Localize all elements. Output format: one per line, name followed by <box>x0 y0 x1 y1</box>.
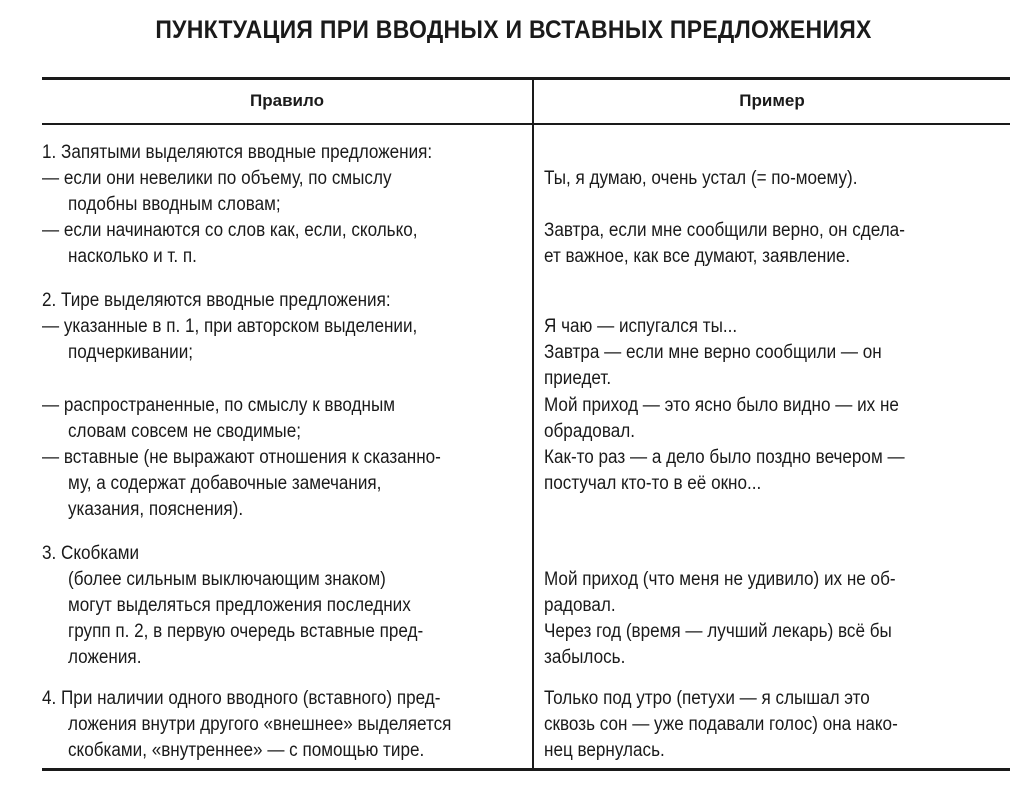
column-header-example: Пример <box>739 91 805 110</box>
rule-line: групп п. 2, в первую очередь вставные пред- <box>68 621 424 642</box>
rule-line: 3. Скобками <box>42 543 140 564</box>
rule-line: — если начинаются со слов как, если, сколько, <box>42 220 418 241</box>
example-line: Только под утро (петухи — я слышал это <box>544 688 870 709</box>
rule-line: могут выделяться предложения последних <box>68 595 411 616</box>
table-bottom-rule <box>42 768 1010 771</box>
example-line: Мой приход (что меня не удивило) их не об- <box>544 569 896 590</box>
example-line: приедет. <box>544 368 612 389</box>
rule-line: — если они невелики по объему, по смыслу <box>42 168 392 189</box>
rule-line: 2. Тире выделяются вводные предложения: <box>42 290 391 311</box>
column-header-rule: Правило <box>250 91 324 110</box>
rule-line: — вставные (не выражают отношения к сказанно- <box>42 447 441 468</box>
header-rule <box>42 123 1010 125</box>
example-line: Ты, я думаю, очень устал (= по-моему). <box>544 168 858 189</box>
rule-line: подчеркивании; <box>68 342 194 363</box>
rule-line: 1. Запятыми выделяются вводные предложения: <box>42 142 433 163</box>
example-line: Через год (время — лучший лекарь) всё бы <box>544 621 892 642</box>
example-line: Как-то раз — а дело было поздно вечером — <box>544 447 905 468</box>
example-line: Завтра, если мне сообщили верно, он сдела- <box>544 220 905 241</box>
example-line: сквозь сон — уже подавали голос) она нако- <box>544 714 898 735</box>
rule-line: подобны вводным словам; <box>68 194 281 215</box>
rule-line: — распространенные, по смыслу к вводным <box>42 395 396 416</box>
rule-line: ложения внутри другого «внешнее» выделяется <box>68 714 452 735</box>
example-line: забылось. <box>544 647 626 668</box>
example-line: нец вернулась. <box>544 740 665 761</box>
example-line: обрадовал. <box>544 421 635 442</box>
rule-line: 4. При наличии одного вводного (вставного) пред- <box>42 688 441 709</box>
example-line: ет важное, как все думают, заявление. <box>544 246 851 267</box>
rule-line: — указанные в п. 1, при авторском выделении, <box>42 316 418 337</box>
rule-line: указания, пояснения). <box>68 499 244 520</box>
rule-line: словам совсем не сводимые; <box>68 421 301 442</box>
rule-line: му, а содержат добавочные замечания, <box>68 473 382 494</box>
page-title: ПУНКТУАЦИЯ ПРИ ВВОДНЫХ И ВСТАВНЫХ ПРЕДЛОЖЕНИЯХ <box>155 16 872 44</box>
example-line: радовал. <box>544 595 616 616</box>
rule-line: насколько и т. п. <box>68 246 197 267</box>
example-line: постучал кто-то в её окно... <box>544 473 762 494</box>
example-line: Завтра — если мне верно сообщили — он <box>544 342 882 363</box>
example-line: Я чаю — испугался ты... <box>544 316 738 337</box>
rule-line: ложения. <box>68 647 142 668</box>
rule-line: (более сильным выключающим знаком) <box>68 569 386 590</box>
column-divider <box>532 79 534 769</box>
rule-line: скобками, «внутреннее» — с помощью тире. <box>68 740 425 761</box>
table-top-rule <box>42 77 1010 80</box>
example-line: Мой приход — это ясно было видно — их не <box>544 395 899 416</box>
